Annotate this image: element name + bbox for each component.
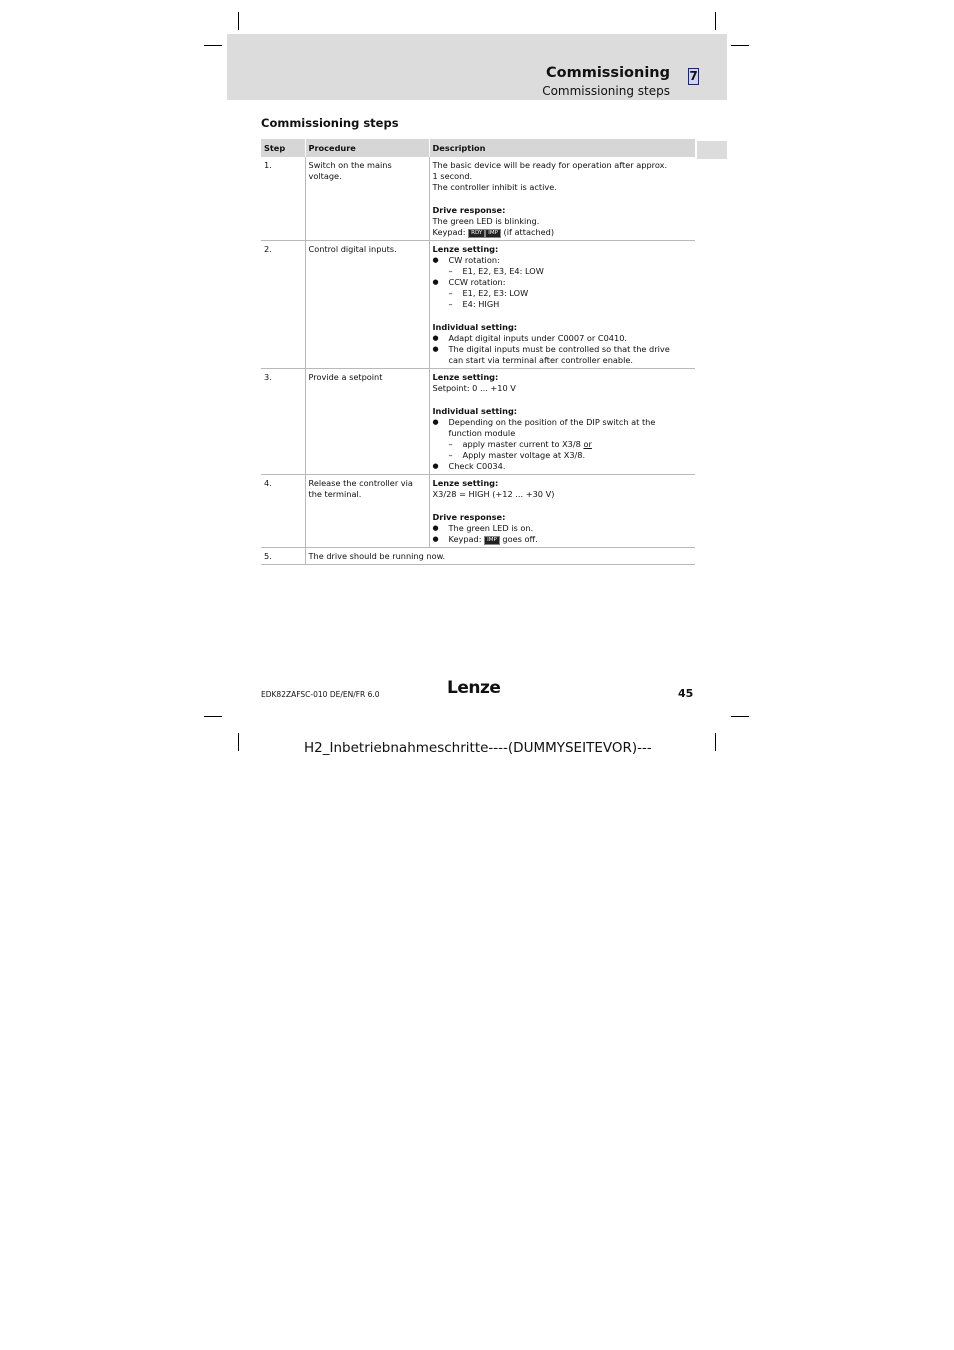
keypad-label: Keypad: — [448, 534, 482, 544]
crop-mark — [238, 733, 239, 751]
step-number: 5. — [261, 548, 305, 565]
procedure-text: Switch on the mains — [308, 160, 392, 170]
description-text: 1 second. — [432, 171, 473, 181]
table-row — [261, 475, 695, 548]
crop-mark — [238, 12, 239, 30]
lenze-setting-label: Lenze setting: — [432, 244, 499, 254]
lenze-setting-label: Lenze setting: — [432, 372, 499, 382]
document-id: EDK82ZAFSC-010 DE/EN/FR 6.0 — [261, 690, 380, 699]
bullet-item: ● CW rotation: — [433, 255, 693, 266]
procedure-text: Provide a setpoint — [305, 369, 429, 475]
step-final-text: The drive should be running now. — [305, 548, 695, 565]
keypad-note: goes off. — [502, 534, 538, 544]
table-row — [261, 369, 695, 475]
step-number: 2. — [261, 241, 305, 369]
page-number: 45 — [678, 687, 694, 700]
dash-text: apply master current to X3/8 — [462, 439, 581, 449]
crop-mark — [731, 716, 749, 717]
procedure-text: Control digital inputs. — [305, 241, 429, 369]
procedure-cell — [305, 475, 429, 548]
rdy-key-icon: RDY — [468, 229, 485, 238]
bullet-item: ● CCW rotation: — [433, 277, 693, 288]
table-row — [261, 241, 695, 369]
description-text: The green LED is blinking. — [432, 216, 540, 226]
lenze-logo: Lenze — [447, 678, 501, 698]
bullet-item — [433, 344, 693, 366]
column-header-description: Description — [429, 139, 695, 157]
bullet-item: ● Check C0034. — [433, 461, 693, 472]
crop-mark — [204, 716, 222, 717]
procedure-text: the terminal. — [308, 489, 362, 499]
chapter-subtitle: Commissioning steps — [542, 84, 670, 98]
commissioning-steps-table — [261, 139, 696, 565]
bullet-text: ● Depending on the position of the DIP switch at the — [448, 417, 656, 427]
or-underlined: or — [583, 439, 592, 449]
lenze-setting-label: Lenze setting: — [432, 478, 499, 488]
description-cell — [429, 157, 695, 241]
crop-mark — [715, 12, 716, 30]
chapter-title: Commissioning — [546, 65, 670, 81]
bullet-text: function module — [448, 428, 516, 438]
description-cell — [429, 475, 695, 548]
crop-mark — [715, 733, 716, 751]
crop-mark — [731, 45, 749, 46]
description-text: The basic device will be ready for operation after approx. — [432, 160, 668, 170]
placeholder-text: H2_Inbetriebnahmeschritte----(DUMMYSEITEVOR)--- — [304, 740, 652, 756]
step-number: 4. — [261, 475, 305, 548]
individual-setting-label: Individual setting: — [432, 406, 518, 416]
description-cell — [429, 241, 695, 369]
column-header-procedure: Procedure — [305, 139, 429, 157]
bullet-text: ● The digital inputs must be controlled so that the drive — [448, 344, 670, 354]
description-cell — [429, 369, 695, 475]
section-title: Commissioning steps — [261, 116, 399, 130]
step-number: 1. — [261, 157, 305, 241]
description-text: X3/28 = HIGH (+12 ... +30 V) — [432, 489, 555, 499]
imp-key-icon: IMP — [485, 229, 501, 238]
keypad-line — [433, 227, 693, 238]
bullet-text: can start via terminal after controller enable. — [448, 355, 634, 365]
chapter-number-badge: 7 — [689, 69, 698, 83]
procedure-cell — [305, 157, 429, 241]
dash-item — [433, 439, 693, 450]
step-number: 3. — [261, 369, 305, 475]
table-header-row — [261, 139, 695, 157]
imp-key-icon: IMP — [484, 536, 500, 545]
description-text: Setpoint: 0 ... +10 V — [432, 383, 516, 393]
dash-item: – E4: HIGH — [433, 299, 693, 310]
bullet-item: ● The green LED is on. — [433, 523, 693, 534]
column-header-step: Step — [261, 139, 305, 157]
table-row — [261, 157, 695, 241]
procedure-text: voltage. — [308, 171, 342, 181]
description-text: The controller inhibit is active. — [432, 182, 557, 192]
table-row — [261, 548, 695, 565]
dash-item: – E1, E2, E3, E4: LOW — [433, 266, 693, 277]
dash-item: – Apply master voltage at X3/8. — [433, 450, 693, 461]
keypad-note: (if attached) — [503, 227, 555, 237]
bullet-item — [433, 417, 693, 439]
side-tab-marker — [697, 141, 727, 159]
bullet-item — [433, 534, 693, 545]
procedure-text: Release the controller via — [308, 478, 413, 488]
individual-setting-label: Individual setting: — [432, 322, 518, 332]
drive-response-label: Drive response: — [432, 205, 506, 215]
bullet-item: ● Adapt digital inputs under C0007 or C0410. — [433, 333, 693, 344]
dash-item: – E1, E2, E3: LOW — [433, 288, 693, 299]
crop-mark — [204, 45, 222, 46]
drive-response-label: Drive response: — [432, 512, 506, 522]
keypad-label: Keypad: — [432, 227, 466, 237]
